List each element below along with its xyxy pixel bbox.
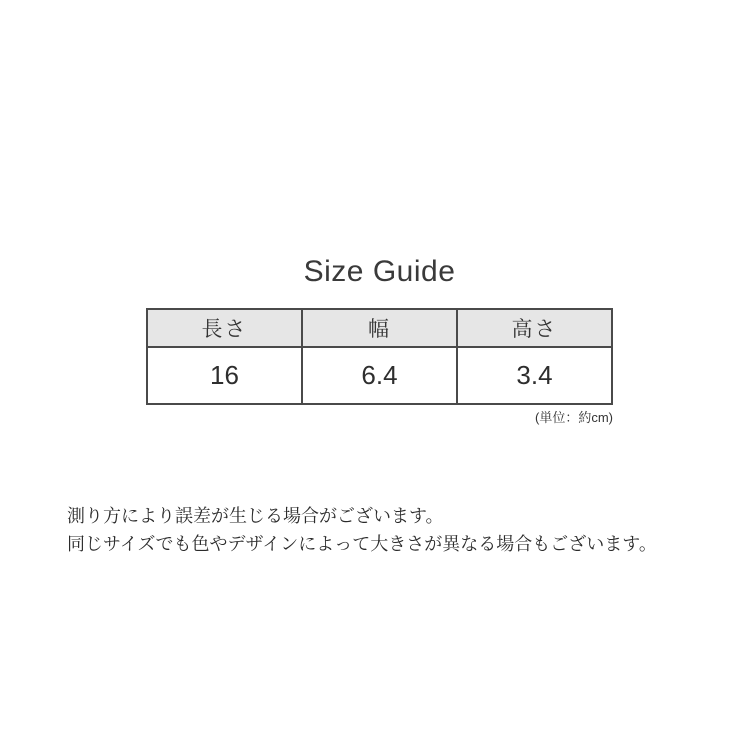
table-header-row — [147, 309, 612, 347]
table-head — [147, 309, 612, 347]
note-line-2: 同じサイズでも色やデザインによって大きさが異なる場合もございます。 — [67, 534, 657, 554]
table-body — [147, 347, 612, 404]
header-cell-width: 幅 — [302, 309, 457, 347]
value-cell-width: 6.4 — [302, 347, 457, 404]
value-cell-height: 3.4 — [457, 347, 612, 404]
header-cell-length: 長さ — [147, 309, 302, 347]
disclaimer-notes — [67, 502, 717, 558]
header-cell-height: 高さ — [457, 309, 612, 347]
value-cell-length: 16 — [147, 347, 302, 404]
page-title: Size Guide — [303, 255, 456, 288]
size-guide-table — [146, 308, 613, 405]
note-line-1: 測り方により誤差が生じる場合がございます。 — [67, 506, 444, 526]
unit-note: (単位：約cm) — [535, 410, 613, 425]
table-value-row — [147, 347, 612, 404]
